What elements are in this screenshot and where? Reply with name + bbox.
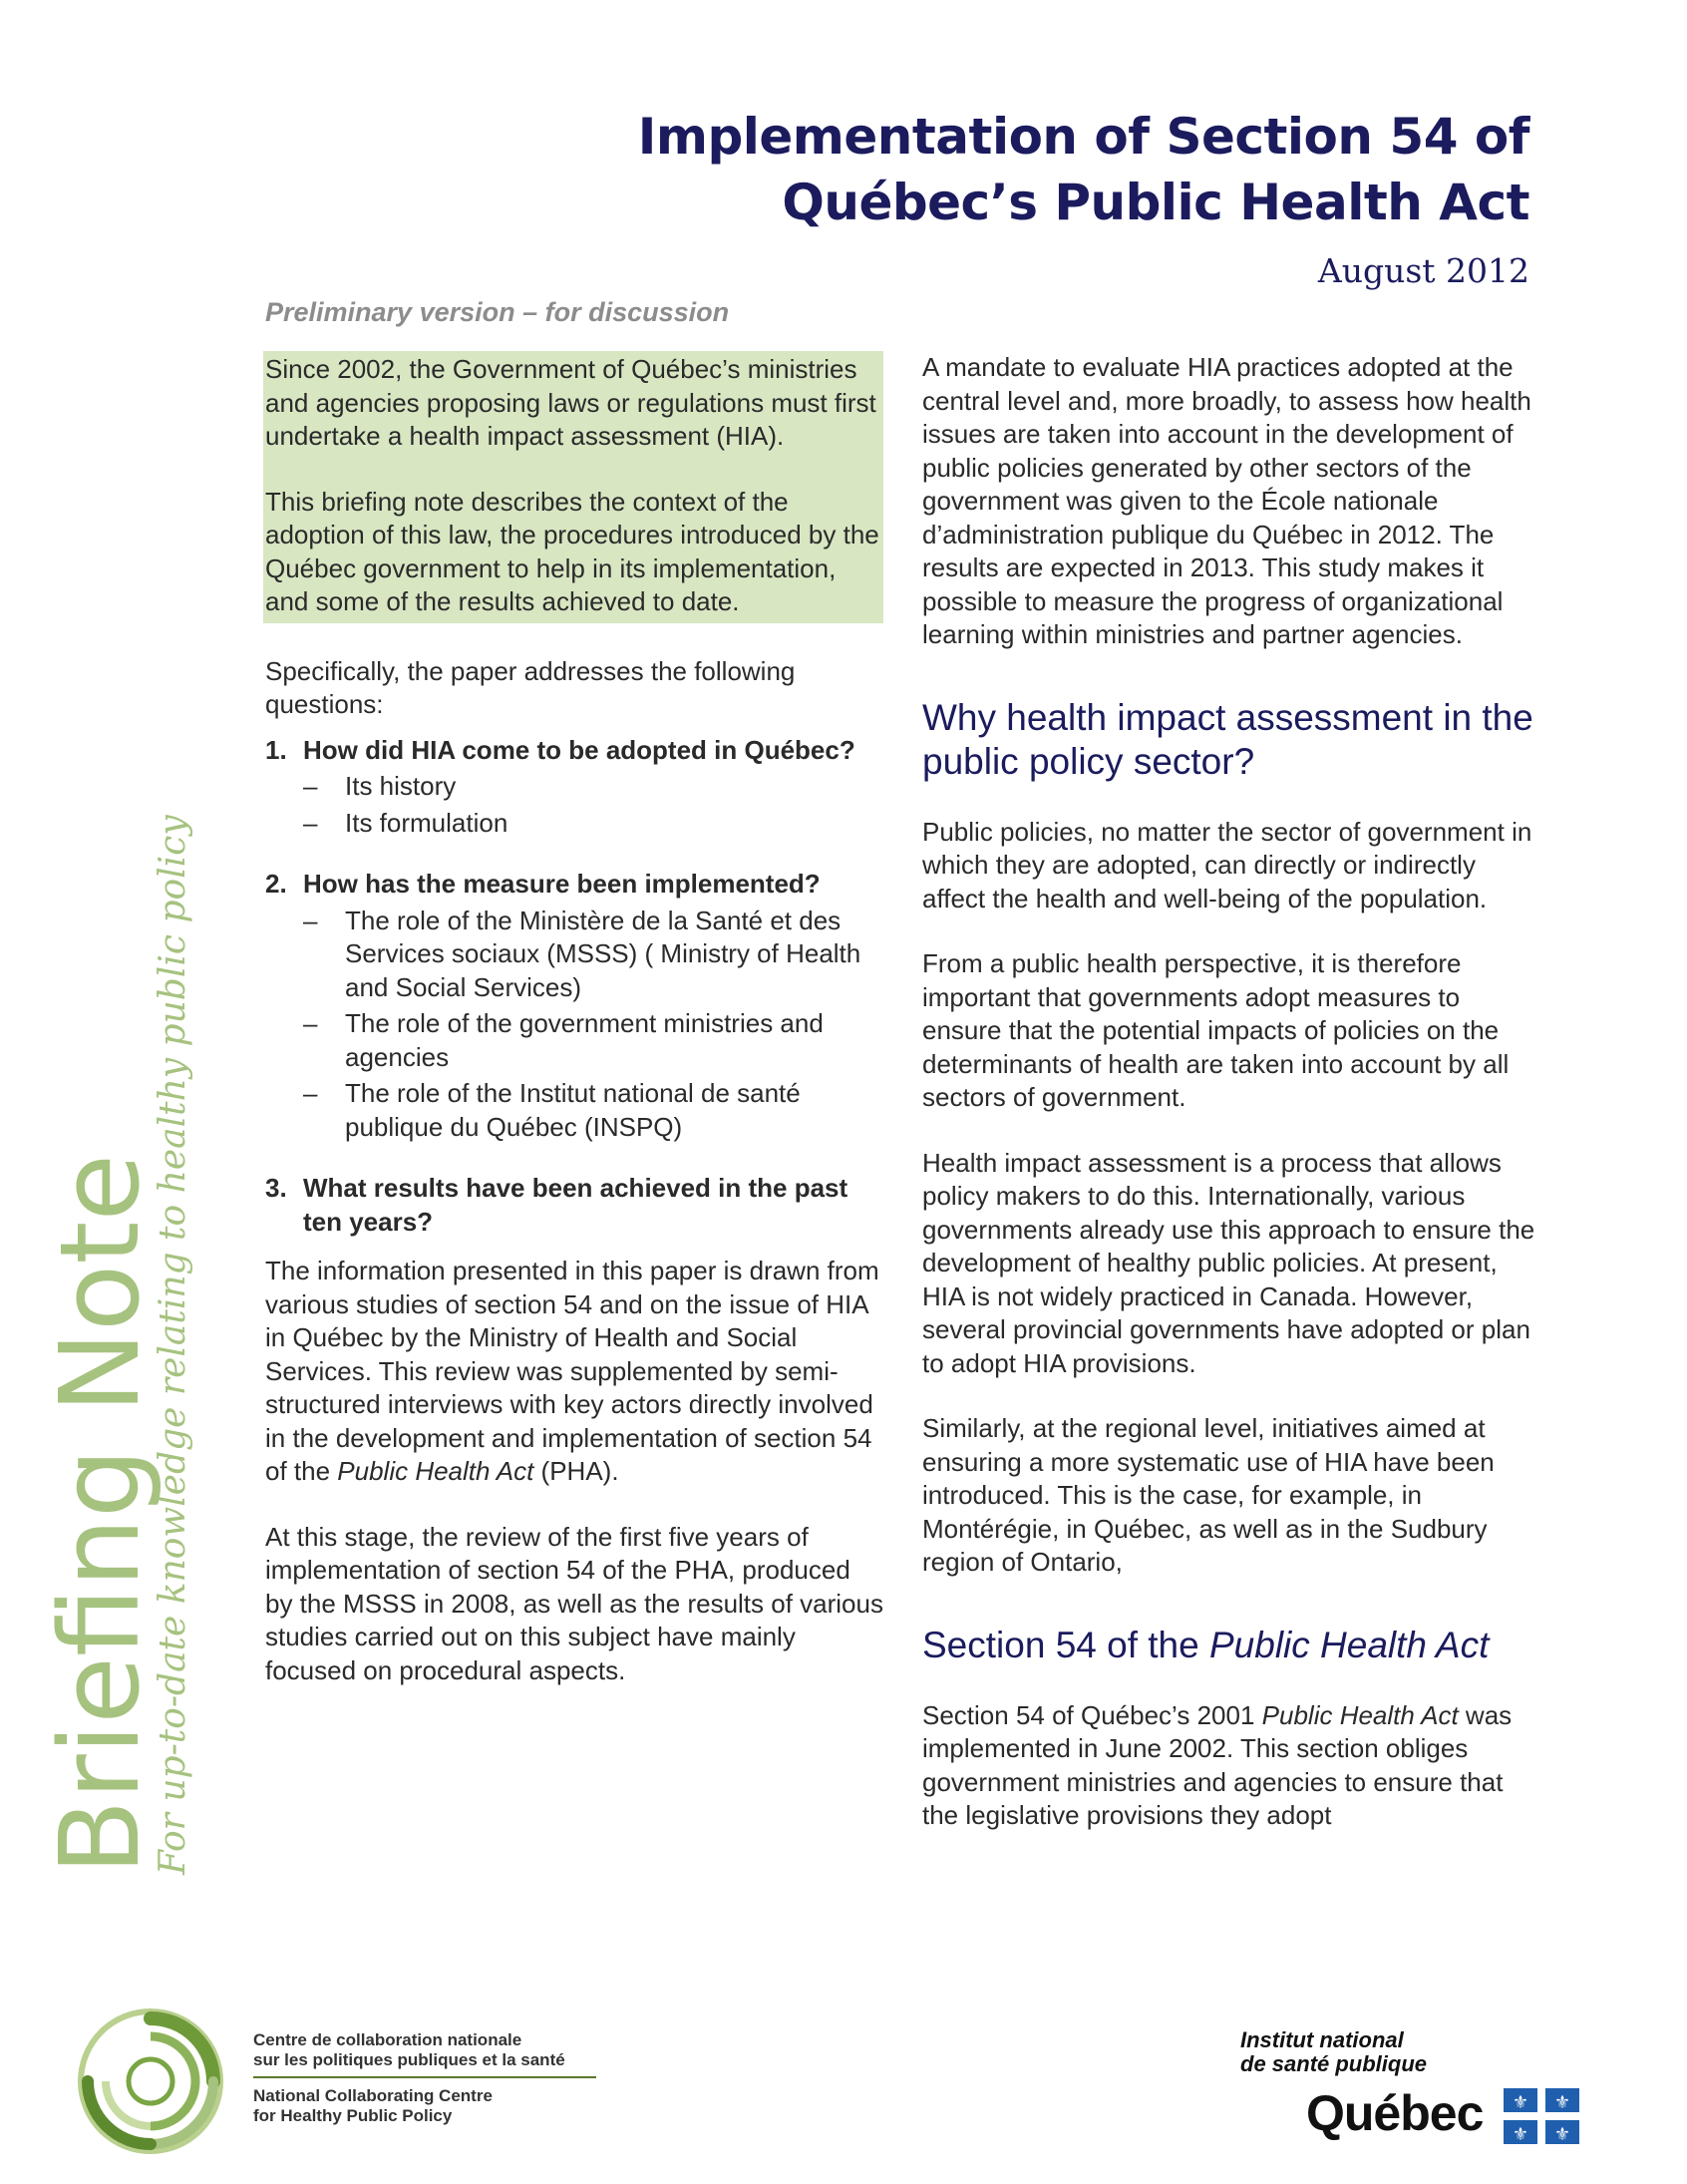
hia-process-paragraph: Health impact assessment is a process that allows policy makers to do this. Internationally, various governments already use this approach to ensure the development of healthy public policies. At present, HIA is not widely practiced in Canada. However, several provincial governments have adopted or plan to adopt HIA provisions. bbox=[922, 1147, 1535, 1378]
document-title bbox=[638, 104, 1529, 235]
svg-text:⚜: ⚜ bbox=[1553, 2092, 1571, 2113]
inspq-line-2: de santé publique bbox=[1240, 2051, 1428, 2076]
ncchpp-english-line-1: National Collaborating Centre bbox=[253, 2086, 493, 2105]
svg-text:⚜: ⚜ bbox=[1512, 2092, 1529, 2113]
title-line-2: Québec’s Public Health Act bbox=[782, 174, 1529, 231]
svg-text:⚜: ⚜ bbox=[1553, 2124, 1571, 2144]
list-item-text: Its history bbox=[345, 771, 457, 801]
question-2 bbox=[265, 868, 883, 902]
methods-text-end: (PHA). bbox=[533, 1456, 619, 1486]
question-number: 2. bbox=[265, 869, 287, 899]
list-item-text: The role of the Ministère de la Santé et des Services sociaux (MSSS) ( Ministry of Health and Social Services) bbox=[345, 905, 861, 1002]
ncchpp-logo-text bbox=[253, 2030, 596, 2126]
questions-intro: Specifically, the paper addresses the following questions: bbox=[265, 655, 796, 719]
ncchpp-french-line-2: sur les politiques publiques et la santé bbox=[253, 2050, 565, 2069]
logo-divider bbox=[253, 2076, 596, 2078]
preliminary-label: Preliminary version – for discussion bbox=[265, 297, 730, 327]
dash-bullet: – bbox=[303, 1008, 318, 1038]
dash-bullet: – bbox=[303, 905, 318, 935]
dash-bullet: – bbox=[303, 1078, 318, 1108]
section-54-paragraph bbox=[922, 1699, 1540, 1833]
briefing-note-tagline: For up-to-date knowledge relating to healthy public policy bbox=[153, 815, 193, 1875]
ncchpp-english-line-2: for Healthy Public Policy bbox=[253, 2106, 453, 2125]
list-item bbox=[303, 1077, 883, 1144]
question-3 bbox=[265, 1172, 883, 1239]
list-item bbox=[303, 1007, 883, 1074]
title-line-1: Implementation of Section 54 of bbox=[637, 108, 1529, 166]
review-paragraph: At this stage, the review of the first five years of implementation of section 54 of the PHA, produced by the MSSS in 2008, as well as the results of various studies carried out on this subject have mainly focused on procedural aspects. bbox=[265, 1521, 883, 1685]
briefing-note-sidebar bbox=[36, 815, 199, 1875]
dash-bullet: – bbox=[303, 771, 318, 801]
methods-text: The information presented in this paper is drawn from various studies of section 54 and on the issue of HIA in Québec by the Ministry of Health and Social Services. This review was supplemented by semi-structured interviews with key actors directly involved in the development and implementation of section 54 of the bbox=[265, 1256, 879, 1486]
right-column bbox=[922, 351, 1540, 1833]
list-item bbox=[303, 905, 883, 1005]
inspq-logo-text bbox=[1240, 2028, 1427, 2076]
question-number: 3. bbox=[265, 1173, 287, 1203]
question-text: How has the measure been implemented? bbox=[303, 869, 821, 899]
quebec-flag-icon bbox=[1504, 2088, 1579, 2144]
question-number: 1. bbox=[265, 734, 287, 765]
quebec-wordmark: Québec bbox=[1306, 2085, 1484, 2141]
summary-box bbox=[263, 351, 883, 623]
list-item-text: The role of the government ministries and agencies bbox=[345, 1008, 824, 1072]
list-item-text: The role of the Institut national de santé publique du Québec (INSPQ) bbox=[345, 1078, 801, 1142]
ncchpp-french-line-1: Centre de collaboration nationale bbox=[253, 2030, 522, 2049]
section-54-text: Section 54 of Québec’s 2001 bbox=[922, 1699, 1262, 1730]
question-text: What results have been achieved in the past ten years? bbox=[303, 1173, 848, 1237]
public-health-paragraph: From a public health perspective, it is therefore important that governments adopt measures to ensure that the potential impacts of policies on the determinants of health are taken into account by all sectors of government. bbox=[922, 948, 1510, 1112]
svg-text:⚜: ⚜ bbox=[1512, 2124, 1529, 2144]
list-item bbox=[303, 807, 883, 841]
section-heading-why-hia: Why health impact assessment in the public policy sector? bbox=[922, 696, 1533, 782]
briefing-note-heading: Briefing Note bbox=[36, 1153, 164, 1875]
list-item bbox=[303, 770, 883, 804]
regional-paragraph: Similarly, at the regional level, initiatives aimed at ensuring a more systematic use of HIA have been introduced. This is the case, for example, in Montérégie, in Québec, as well as in the Sudbury region of Ontario, bbox=[922, 1413, 1495, 1577]
list-item-text: Its formulation bbox=[345, 807, 508, 838]
question-1 bbox=[265, 734, 883, 768]
question-text: How did HIA come to be adopted in Québec? bbox=[303, 734, 855, 765]
methods-act-title: Public Health Act bbox=[337, 1456, 534, 1486]
summary-paragraph-2: This briefing note describes the context of the adoption of this law, the procedures introduced by the Québec government to help in its implementation, and some of the results achieved to date. bbox=[265, 486, 879, 616]
methods-paragraph bbox=[265, 1255, 883, 1489]
heading-text: Section 54 of the bbox=[922, 1624, 1209, 1665]
heading-act-title: Public Health Act bbox=[1208, 1624, 1490, 1665]
mandate-paragraph: A mandate to evaluate HIA practices adopted at the central level and, more broadly, to assess how health issues are taken into account in the development of public policies generated by other sectors of the government was given to the École nationale d’administration publique du Québec in 2012. The results are expected in 2013. This study makes it possible to measure the progress of organizational learning within ministries and partner agencies. bbox=[922, 352, 1531, 649]
ncchpp-swirl-logo-icon bbox=[76, 2006, 225, 2156]
document-date: August 2012 bbox=[1317, 251, 1529, 290]
left-column bbox=[265, 351, 883, 1687]
inspq-line-1: Institut national bbox=[1240, 2027, 1404, 2052]
summary-paragraph-1: Since 2002, the Government of Québec’s ministries and agencies proposing laws or regulations must first undertake a health impact assessment (HIA). bbox=[265, 354, 876, 451]
section-heading-section-54 bbox=[922, 1624, 1540, 1667]
dash-bullet: – bbox=[303, 807, 318, 838]
policies-paragraph: Public policies, no matter the sector of government in which they are adopted, can directly or indirectly affect the health and well-being of the population. bbox=[922, 816, 1532, 913]
section-54-act-title: Public Health Act bbox=[1261, 1699, 1459, 1730]
section-54-text-end: was implemented in June 2002. This section obliges government ministries and agencies to ensure that the legislative provisions they adopt bbox=[922, 1699, 1513, 1830]
